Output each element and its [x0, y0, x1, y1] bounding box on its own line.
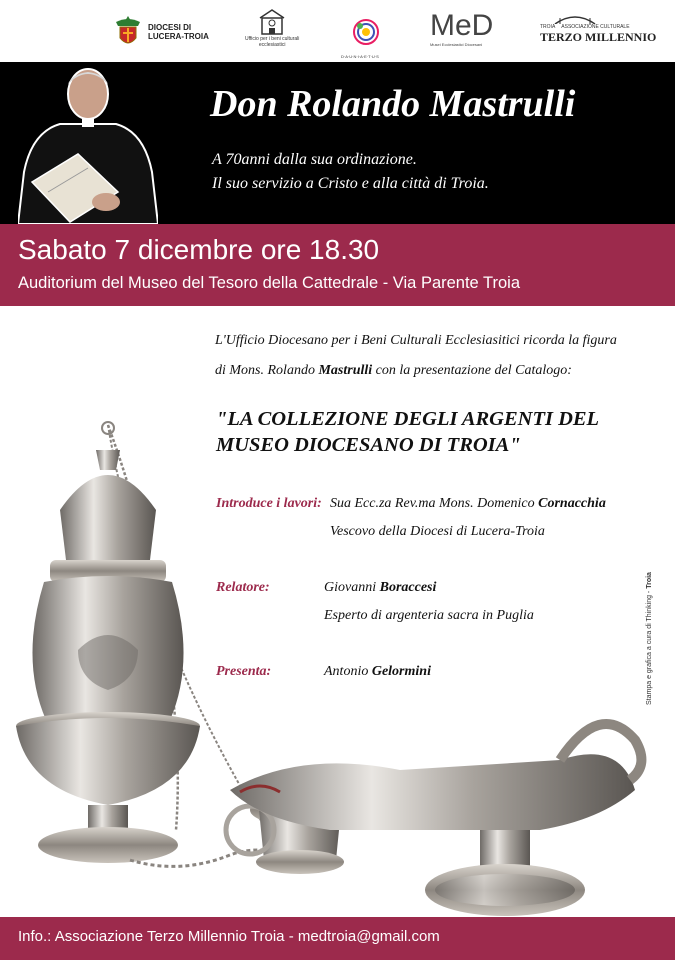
relatore-name-bold: Boraccesi — [379, 580, 437, 595]
footer-info[interactable]: Info.: Associazione Terzo Millennio Troia - medtroia@gmail.com — [18, 928, 440, 945]
event-venue: Auditorium del Museo del Tesoro della Cattedrale - Via Parente Troia — [18, 274, 521, 292]
intro-line1: L'Ufficio Diocesano per i Beni Culturali Ecclesiasitici ricorda la figura — [215, 333, 617, 348]
diocese-logo — [112, 10, 209, 54]
ufficio-line2: ecclesiastici — [258, 42, 286, 48]
subtitle-line1: A 70anni dalla sua ordinazione. — [212, 151, 417, 168]
intro-line2-post: con la presentazione del Catalogo: — [372, 363, 572, 378]
catalog-title — [216, 406, 599, 458]
association-small: ASSOCIAZIONE CULTURALE — [561, 24, 630, 30]
presenta-name — [324, 664, 431, 680]
date-bar — [0, 224, 675, 306]
print-credit — [646, 572, 653, 705]
catalog-line2: MUSEO DIOCESANO DI TROIA" — [216, 434, 521, 456]
intro-line2-pre: di Mons. Rolando — [215, 363, 319, 378]
subtitle — [212, 148, 489, 196]
subtitle-line2: Il suo servizio a Cristo e alla città di Troia. — [212, 175, 489, 192]
introduce-role: Vescovo della Diocesi di Lucera-Troia — [330, 524, 545, 539]
relatore-name — [324, 580, 436, 596]
page-title: Don Rolando Mastrulli — [210, 83, 576, 125]
credit-bold: Troia — [646, 572, 653, 589]
portrait-image — [18, 62, 158, 224]
introduce-name-pre: Sua Ecc.za Rev.ma Mons. Domenico — [330, 496, 539, 511]
relatore-role: Esperto di argenteria sacra in Puglia — [324, 608, 534, 623]
association-arch-icon — [540, 10, 610, 24]
diocese-crest-icon — [112, 14, 144, 50]
ufficio-line1: Ufficio per i beni culturali — [245, 36, 300, 42]
footer-bar — [0, 917, 675, 960]
diocese-line2: LUCERA-TROIA — [148, 32, 209, 41]
daunia-mark: D·A·U·N·I·A·E·T·U·S — [341, 54, 379, 59]
relatore-name-pre: Giovanni — [324, 580, 380, 595]
presenta-label: Presenta: — [216, 664, 272, 679]
med-mark: MeD — [430, 9, 494, 42]
oil-lamp-icon — [230, 724, 641, 916]
med-caption: Musei Ecclesiastici Diocesani — [430, 42, 483, 47]
event-date: Sabato 7 dicembre ore 18.30 — [18, 234, 380, 265]
intro-text — [215, 326, 665, 386]
ufficio-logo — [245, 8, 299, 52]
association-logo — [540, 10, 656, 54]
intro-line2-name: Mastrulli — [318, 363, 373, 378]
med-logo — [430, 10, 493, 54]
diocese-line1: DIOCESI DI — [148, 23, 192, 32]
censer-icon — [16, 422, 260, 863]
cathedral-icon — [257, 8, 287, 36]
catalog-line1: "LA COLLEZIONE DEGLI ARGENTI DEL — [216, 408, 600, 430]
association-place: TROIA — [540, 24, 556, 30]
intro-line2 — [215, 356, 665, 386]
introduce-label: Introduce i lavori: — [216, 496, 322, 511]
daunia-logo — [341, 10, 389, 59]
daunia-circle-icon — [343, 9, 389, 55]
introduce-name — [330, 496, 606, 512]
credit-text: Stampa e grafica a cura di Thinking - — [646, 588, 653, 705]
presenta-name-pre: Antonio — [324, 664, 372, 679]
relatore-label: Relatore: — [216, 580, 270, 595]
logos-row — [0, 0, 675, 62]
introduce-name-bold: Cornacchia — [538, 496, 606, 511]
association-name: TERZO MILLENNIO — [540, 30, 657, 44]
presenta-name-bold: Gelormini — [371, 664, 431, 679]
